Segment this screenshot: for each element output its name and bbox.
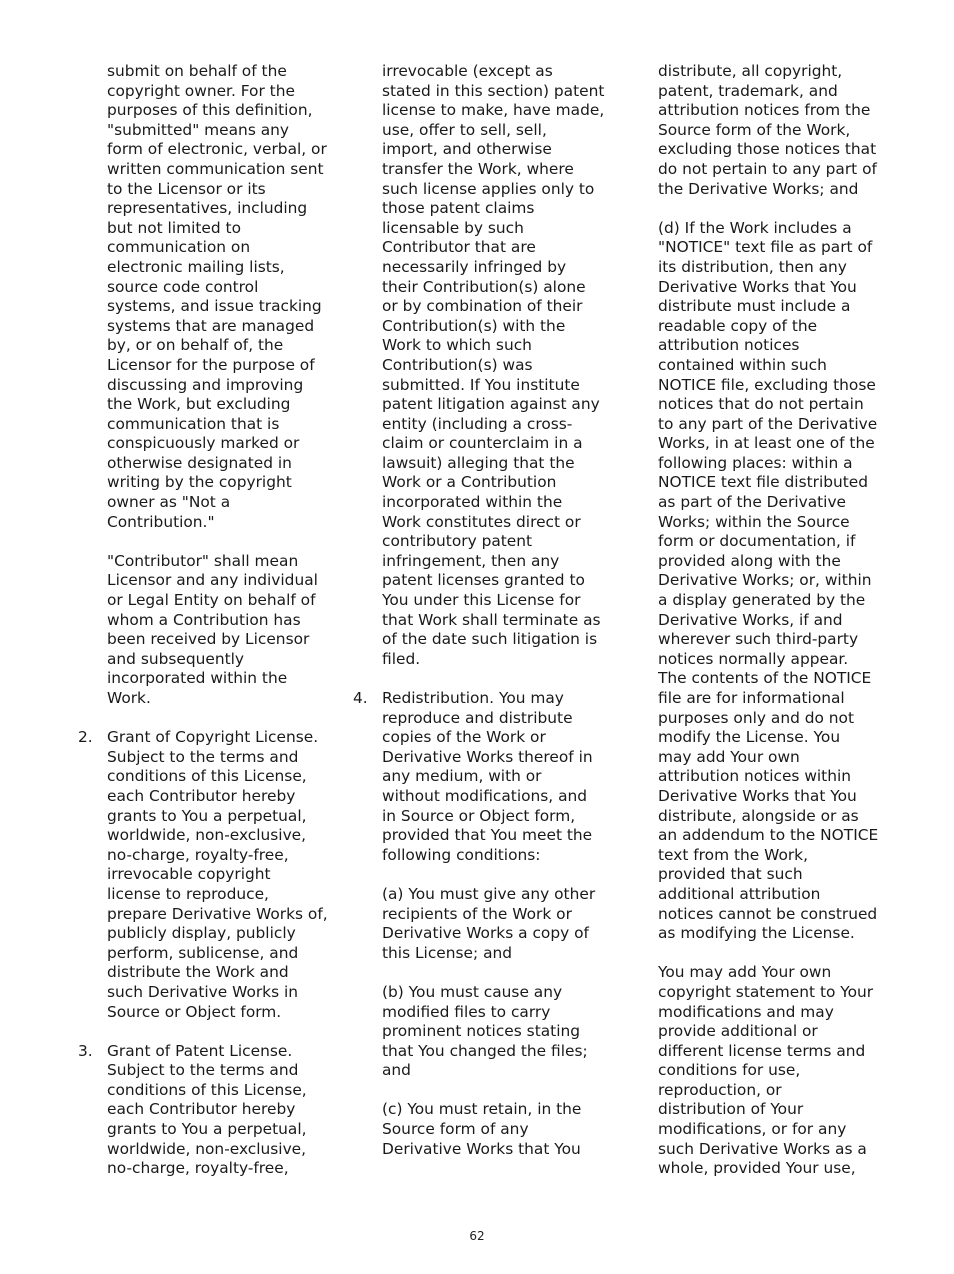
text-line: Source form of any — [382, 1120, 529, 1139]
text-line: to any part of the Derivative — [658, 414, 878, 433]
text-line: worldwide, non-exclusive, — [107, 826, 307, 845]
text-line: irrevocable copyright — [107, 865, 271, 884]
text-line: Grant of Copyright License. — [107, 728, 319, 747]
text-line: Derivative Works a copy of — [382, 924, 589, 943]
text-line: Derivative Works thereof in — [382, 747, 593, 766]
paragraph — [658, 963, 880, 1179]
text-line: copyright statement to Your — [658, 982, 874, 1001]
text-line: this License; and — [382, 943, 513, 962]
text-line: license to reproduce, — [107, 884, 269, 903]
text-line: Derivative Works, if and — [658, 610, 843, 629]
text-line: attribution notices from the — [658, 101, 871, 120]
text-line: such license applies only to — [382, 179, 595, 198]
text-line: patent licenses granted to — [382, 571, 585, 590]
text-line: Subject to the terms and — [107, 747, 299, 766]
text-line: electronic mailing lists, — [107, 257, 285, 276]
text-line: prepare Derivative Works of, — [107, 904, 328, 923]
text-line: Contributor that are — [382, 238, 536, 257]
text-line: licensable by such — [382, 218, 524, 237]
text-line: conspicuously marked or — [107, 434, 300, 453]
list-item-number: 3. — [78, 1041, 93, 1060]
text-line: the Work, but excluding — [107, 395, 291, 414]
text-line: any medium, with or — [382, 767, 542, 786]
text-line: Work to which such — [382, 336, 532, 355]
text-line: or by combination of their — [382, 297, 583, 316]
text-line: may add Your own — [658, 747, 800, 766]
text-line: communication that is — [107, 414, 280, 433]
text-line: writing by the copyright — [107, 473, 292, 492]
text-line: without modifications, and — [382, 786, 588, 805]
text-line: no-charge, royalty-free, — [107, 845, 289, 864]
text-line: attribution notices — [658, 336, 800, 355]
text-line: modifications and may — [658, 1002, 834, 1021]
text-line: its distribution, then any — [658, 257, 847, 276]
text-line: lawsuit) alleging that the — [382, 453, 575, 472]
text-line: provided that You meet the — [382, 826, 593, 845]
text-line: Derivative Works; or, within — [658, 571, 872, 590]
paragraph — [382, 983, 604, 1081]
text-line: patent litigation against any — [382, 395, 600, 414]
text-line: and subsequently — [107, 649, 245, 668]
text-line: copyright owner. For the — [107, 81, 295, 100]
text-line: publicly display, publicly — [107, 924, 296, 943]
text-line: such Derivative Works in — [107, 982, 299, 1001]
text-line: modifications, or for any — [658, 1120, 847, 1139]
text-line: modify the License. You — [658, 728, 841, 747]
paragraph-gap — [382, 669, 604, 689]
text-line: Derivative Works that You — [658, 786, 857, 805]
paragraph-gap — [382, 963, 604, 983]
text-line: but not limited to — [107, 218, 241, 237]
text-line: stated in this section) patent — [382, 81, 605, 100]
paragraph — [382, 1100, 604, 1159]
text-line: in Source or Object form, — [382, 806, 576, 825]
text-line: claim or counterclaim in a — [382, 434, 583, 453]
text-line: written communication sent — [107, 159, 324, 178]
text-line: that Work shall terminate as — [382, 610, 601, 629]
text-line: contributory patent — [382, 532, 533, 551]
text-line: following conditions: — [382, 845, 541, 864]
text-line: conditions for use, — [658, 1061, 801, 1080]
text-line: purposes only and do not — [658, 708, 855, 727]
text-line: otherwise designated in — [107, 453, 292, 472]
text-line: excluding those notices that — [658, 140, 877, 159]
text-line: necessarily infringed by — [382, 257, 567, 276]
text-line: different license terms and — [658, 1041, 866, 1060]
text-line: do not pertain to any part of — [658, 159, 877, 178]
text-line: Works; within the Source — [658, 512, 850, 531]
text-line: "submitted" means any — [107, 120, 290, 139]
paragraph — [658, 62, 880, 199]
text-line: prominent notices stating — [382, 1022, 580, 1041]
list-item-number: 4. — [353, 689, 368, 707]
text-line: contained within such — [658, 355, 827, 374]
text-line: perform, sublicense, and — [107, 943, 299, 962]
text-line: attribution notices within — [658, 767, 852, 786]
text-line: The contents of the NOTICE — [658, 669, 872, 688]
text-line: worldwide, non-exclusive, — [107, 1139, 307, 1158]
text-line: Licensor and any individual — [107, 571, 318, 590]
text-line: Contribution(s) with the — [382, 316, 566, 335]
paragraph-gap — [107, 532, 329, 552]
text-line: each Contributor hereby — [107, 1100, 296, 1119]
text-line: You may add Your own — [658, 963, 832, 982]
text-line: NOTICE text file distributed — [658, 473, 869, 492]
text-line: patent, trademark, and — [658, 81, 838, 100]
text-line: distribute must include a — [658, 297, 851, 316]
text-line: submit on behalf of the — [107, 62, 287, 80]
paragraph-gap — [382, 865, 604, 885]
text-line: incorporated within the — [382, 493, 563, 512]
text-line: (c) You must retain, in the — [382, 1100, 582, 1119]
text-line: systems that are managed — [107, 316, 315, 335]
text-column-2 — [353, 62, 605, 1159]
text-line: provided that such — [658, 865, 803, 884]
text-line: incorporated within the — [107, 669, 288, 688]
paragraph-gap — [107, 1022, 329, 1042]
text-line: transfer the Work, where — [382, 159, 574, 178]
text-line: an addendum to the NOTICE — [658, 826, 879, 845]
text-line: irrevocable (except as — [382, 62, 553, 80]
text-line: reproduction, or — [658, 1080, 782, 1099]
text-line: systems, and issue tracking — [107, 297, 322, 316]
text-line: representatives, including — [107, 199, 308, 218]
text-line: provided along with the — [658, 551, 841, 570]
paragraph-gap — [658, 199, 880, 219]
text-line: those patent claims — [382, 199, 535, 218]
text-column-1 — [78, 62, 329, 1179]
paragraph — [382, 62, 604, 669]
text-line: NOTICE file, excluding those — [658, 375, 876, 394]
text-line: use, offer to sell, sell, — [382, 120, 547, 139]
text-line: notices cannot be construed — [658, 904, 878, 923]
text-line: whom a Contribution has — [107, 610, 301, 629]
text-line: grants to You a perpetual, — [107, 1120, 307, 1139]
text-line: following places: within a — [658, 453, 853, 472]
paragraph — [107, 62, 329, 532]
text-line: Contribution." — [107, 512, 215, 531]
text-line: Work. — [107, 689, 151, 707]
text-line: as modifying the License. — [658, 924, 855, 943]
paragraph-gap — [658, 944, 880, 964]
text-line: of the date such litigation is — [382, 630, 598, 649]
text-line: modified files to carry — [382, 1002, 551, 1021]
text-line: Subject to the terms and — [107, 1061, 299, 1080]
text-line: such Derivative Works as a — [658, 1139, 867, 1158]
paragraph — [107, 552, 329, 709]
text-line: notices normally appear. — [658, 649, 849, 668]
text-line: conditions of this License, — [107, 767, 307, 786]
text-line: Redistribution. You may — [382, 689, 564, 707]
text-line: or Legal Entity on behalf of — [107, 591, 316, 610]
text-line: each Contributor hereby — [107, 786, 296, 805]
text-line: "Contributor" shall mean — [107, 551, 299, 570]
text-line: import, and otherwise — [382, 140, 552, 159]
list-item-number: 2. — [78, 728, 93, 747]
text-column-3 — [658, 62, 880, 1179]
text-line: grants to You a perpetual, — [107, 806, 307, 825]
numbered-list-item — [78, 728, 329, 1022]
text-line: been received by Licensor — [107, 630, 310, 649]
paragraph — [382, 885, 604, 963]
text-line: distribute, alongside or as — [658, 806, 859, 825]
text-line: (b) You must cause any — [382, 982, 563, 1001]
text-line: wherever such third-party — [658, 630, 859, 649]
text-line: notices that do not pertain — [658, 395, 864, 414]
text-line: entity (including a cross- — [382, 414, 573, 433]
text-line: Grant of Patent License. — [107, 1041, 293, 1060]
paragraph — [658, 219, 880, 944]
text-line: text from the Work, — [658, 845, 808, 864]
text-line: submitted. If You institute — [382, 375, 580, 394]
paragraph-gap — [107, 709, 329, 729]
text-line: purposes of this definition, — [107, 101, 313, 120]
text-line: the Derivative Works; and — [658, 179, 859, 198]
text-line: by, or on behalf of, the — [107, 336, 284, 355]
text-line: Works, in at least one of the — [658, 434, 875, 453]
text-line: form of electronic, verbal, or — [107, 140, 327, 159]
text-line: distribution of Your — [658, 1100, 804, 1119]
text-line: filed. — [382, 649, 421, 668]
text-line: recipients of the Work or — [382, 904, 572, 923]
numbered-list-item — [353, 689, 604, 865]
text-line: and — [382, 1061, 411, 1080]
text-line: distribute, all copyright, — [658, 62, 843, 80]
numbered-list-item — [78, 1041, 329, 1179]
text-line: license to make, have made, — [382, 101, 605, 120]
text-line: discussing and improving — [107, 375, 304, 394]
text-line: Source form of the Work, — [658, 120, 851, 139]
text-line: Licensor for the purpose of — [107, 355, 315, 374]
text-line: (a) You must give any other — [382, 884, 596, 903]
text-line: Source or Object form. — [107, 1002, 282, 1021]
text-line: no-charge, royalty-free, — [107, 1159, 289, 1178]
text-line: source code control — [107, 277, 259, 296]
text-line: Work or a Contribution — [382, 473, 557, 492]
text-line: file are for informational — [658, 689, 845, 707]
text-line: to the Licensor or its — [107, 179, 266, 198]
text-line: You under this License for — [382, 591, 581, 610]
text-line: that You changed the files; — [382, 1041, 588, 1060]
text-line: provide additional or — [658, 1022, 818, 1041]
text-line: a display generated by the — [658, 591, 866, 610]
text-line: (d) If the Work includes a — [658, 218, 852, 237]
text-line: as part of the Derivative — [658, 493, 847, 512]
text-line: readable copy of the — [658, 316, 818, 335]
page-number: 62 — [469, 1229, 485, 1243]
text-line: additional attribution — [658, 884, 821, 903]
paragraph-gap — [382, 1081, 604, 1101]
text-line: form or documentation, if — [658, 532, 856, 551]
text-line: "NOTICE" text file as part of — [658, 238, 873, 257]
text-line: communication on — [107, 238, 251, 257]
text-line: owner as "Not a — [107, 493, 231, 512]
text-line: distribute the Work and — [107, 963, 289, 982]
text-line: conditions of this License, — [107, 1080, 307, 1099]
text-line: their Contribution(s) alone — [382, 277, 586, 296]
text-line: infringement, then any — [382, 551, 560, 570]
text-line: Work constitutes direct or — [382, 512, 581, 531]
text-line: whole, provided Your use, — [658, 1159, 856, 1178]
text-line: Contribution(s) was — [382, 355, 533, 374]
text-line: Derivative Works that You — [382, 1139, 581, 1158]
text-line: Derivative Works that You — [658, 277, 857, 296]
text-line: reproduce and distribute — [382, 708, 573, 727]
text-line: copies of the Work or — [382, 728, 546, 747]
